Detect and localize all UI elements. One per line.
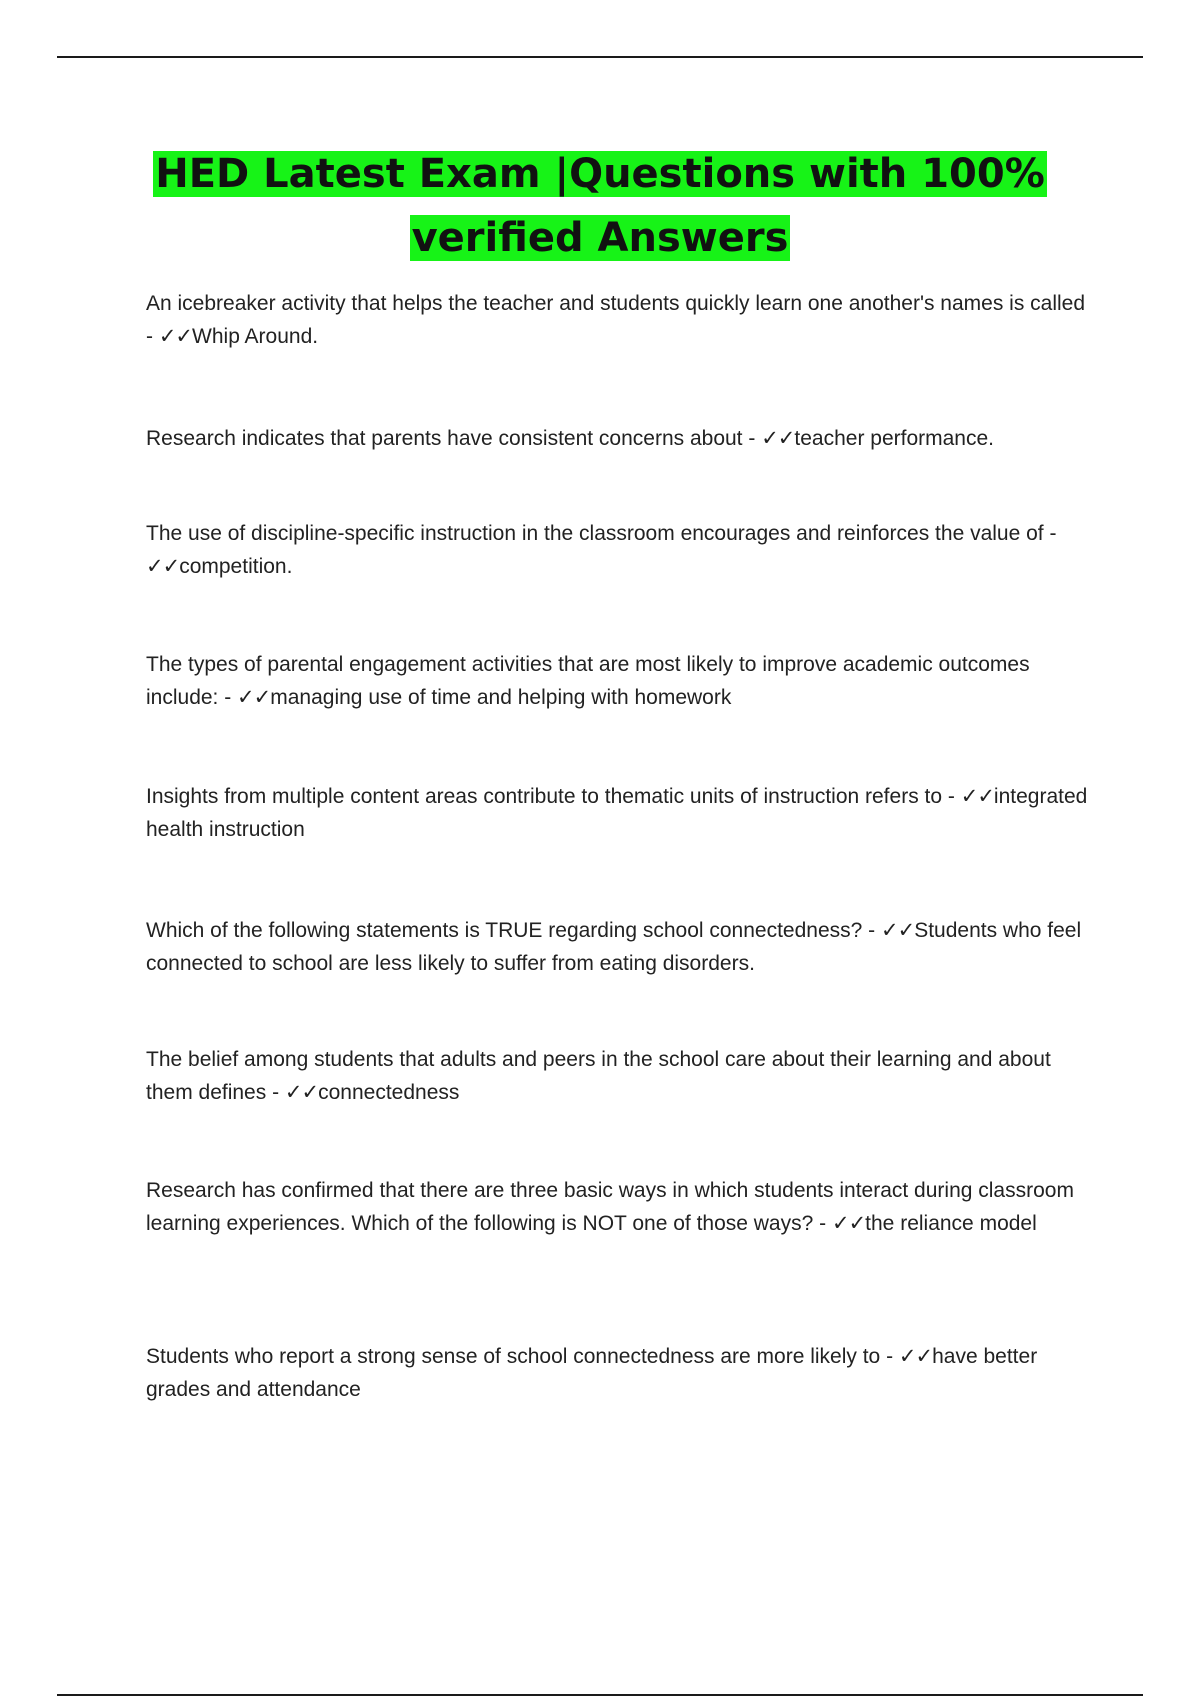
title-line-1: HED Latest Exam |Questions with 100% <box>155 151 1045 197</box>
top-rule <box>57 56 1143 58</box>
qa-item-4 <box>146 648 1096 714</box>
answer-text: competition. <box>179 555 293 578</box>
question-text: Students who report a strong sense of school connectedness are more likely to - <box>146 1345 899 1368</box>
check-mark-icon: ✓✓ <box>898 1344 933 1368</box>
qa-item-2 <box>146 422 1096 455</box>
question-text: Which of the following statements is TRUE regarding school connectedness? - <box>146 919 881 942</box>
check-mark-icon: ✓✓ <box>284 1080 319 1104</box>
qa-item-9 <box>146 1340 1096 1406</box>
qa-item-3 <box>146 517 1096 583</box>
bottom-rule <box>57 1694 1143 1696</box>
qa-item-7 <box>146 1043 1096 1109</box>
answer-text: the reliance model <box>865 1212 1037 1235</box>
document-title <box>0 142 1200 270</box>
check-mark-icon: ✓✓ <box>158 324 193 348</box>
question-text: The use of discipline-specific instruction in the classroom encourages and reinforces the value of - <box>146 522 1057 545</box>
answer-text: managing use of time and helping with homework <box>270 686 732 709</box>
answer-text: have better grades and attendance <box>146 1345 1038 1401</box>
check-mark-icon: ✓✓ <box>761 426 795 450</box>
check-mark-icon: ✓✓ <box>960 784 994 808</box>
qa-item-5 <box>146 780 1096 846</box>
question-text: Insights from multiple content areas contribute to thematic units of instruction refers to - <box>146 785 961 808</box>
answer-text: connectedness <box>318 1081 460 1104</box>
question-text: Research has confirmed that there are three basic ways in which students interact during classroom learning experiences. Which of the following is NOT one of those ways? - <box>146 1179 1074 1235</box>
check-mark-icon: ✓✓ <box>831 1211 866 1235</box>
answer-text: Whip Around. <box>192 325 319 348</box>
qa-item-8 <box>146 1174 1096 1240</box>
check-mark-icon: ✓✓ <box>880 918 915 942</box>
check-mark-icon: ✓✓ <box>146 554 180 578</box>
answer-text: Students who feel connected to school are less likely to suffer from eating disorders. <box>146 919 1082 975</box>
title-line-2: verified Answers <box>411 215 789 261</box>
answer-text: teacher performance. <box>794 427 994 450</box>
question-text: An icebreaker activity that helps the teacher and students quickly learn one another's names is called - <box>146 292 1086 348</box>
question-text: The types of parental engagement activities that are most likely to improve academic outcomes include: - <box>146 653 1030 709</box>
question-text: Research indicates that parents have consistent concerns about - <box>146 427 762 450</box>
qa-item-6 <box>146 914 1096 980</box>
question-text: The belief among students that adults and peers in the school care about their learning and about them defines - <box>146 1048 1051 1104</box>
qa-item-1 <box>146 287 1096 353</box>
answer-text: integrated health instruction <box>146 785 1088 841</box>
check-mark-icon: ✓✓ <box>237 685 271 709</box>
